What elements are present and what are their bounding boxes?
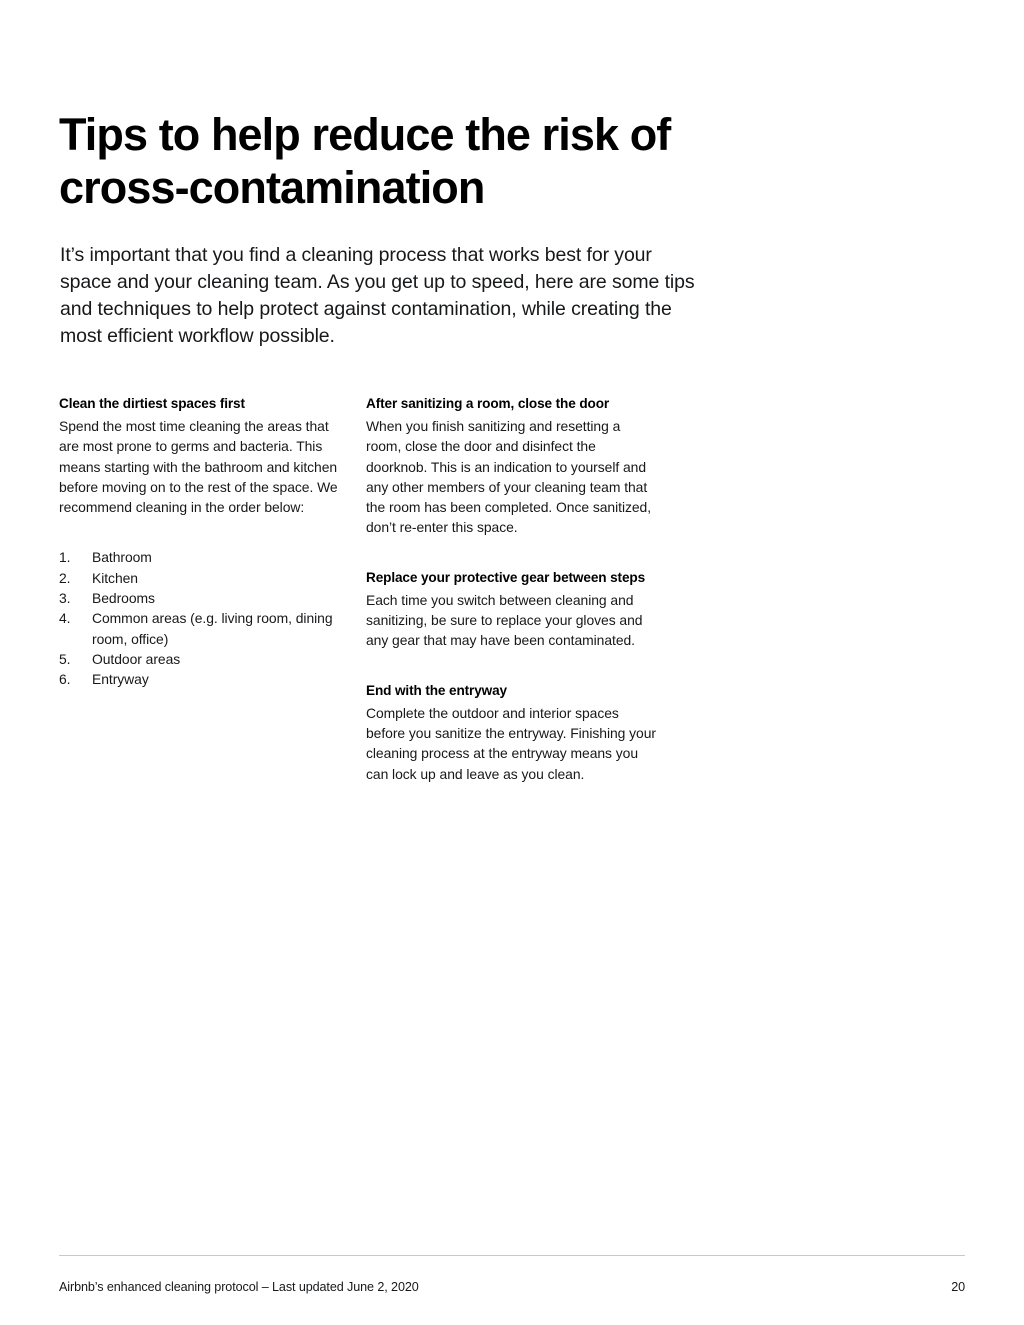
section-heading: End with the entryway (366, 682, 507, 698)
intro-paragraph: It’s important that you find a cleaning process that works best for your space and your cleaning team. As you get up to speed, here are some tips and techniques to help protect against contamination, while creating the most efficient workflow possible. (60, 244, 695, 347)
section-heading: After sanitizing a room, close the door (366, 396, 610, 411)
list-item (59, 568, 347, 588)
list-item-number: 1. (59, 549, 71, 566)
page-footer (59, 1279, 965, 1296)
list-item-label: Outdoor areas (92, 650, 181, 667)
section-after-sanitizing-close-door (366, 394, 658, 538)
footer-divider (59, 1255, 965, 1256)
list-item-number: 5. (59, 650, 71, 667)
cleaning-order-list (59, 547, 347, 689)
section-end-with-entryway (366, 681, 658, 784)
section-heading: Replace your protective gear between steps (366, 569, 646, 585)
list-item-number: 6. (59, 671, 71, 688)
page-title: Tips to help reduce the risk of cross-contamination (59, 109, 671, 213)
list-item (59, 588, 347, 608)
section-body: Complete the outdoor and interior spaces before you sanitize the entryway. Finishing your cleaning process at the entryway means you can lock up and leave as you clean. (366, 704, 656, 782)
section-body: When you finish sanitizing and resetting a room, close the door and disinfect the doorknob. This is an indication to yourself and any other members of your cleaning team that the room has been completed. Once sanitized, don’t re-enter this space. (366, 418, 652, 536)
section-heading: Clean the dirtiest spaces first (59, 396, 245, 411)
section-clean-dirtiest-spaces-first (59, 394, 347, 517)
list-item-label: Common areas (e.g. living room, dining room, office) (92, 610, 333, 647)
list-item-label: Bathroom (92, 549, 152, 566)
list-item-number: 4. (59, 610, 71, 627)
section-body: Each time you switch between cleaning and sanitizing, be sure to replace your gloves and any gear that may have been contaminated. (366, 591, 643, 649)
section-replace-protective-gear (366, 568, 658, 651)
list-item (59, 547, 347, 567)
list-item-label: Kitchen (92, 569, 138, 586)
list-item-label: Entryway (92, 671, 149, 688)
footer-text: Airbnb’s enhanced cleaning protocol – Last updated June 2, 2020 (59, 1280, 419, 1294)
list-item-number: 2. (59, 569, 71, 586)
list-item-label: Bedrooms (92, 590, 155, 607)
footer-page-number: 20 (951, 1280, 965, 1294)
list-item (59, 649, 347, 669)
right-column (366, 394, 658, 784)
left-column (59, 394, 347, 690)
list-item-number: 3. (59, 590, 71, 607)
list-item (59, 669, 347, 689)
section-body: Spend the most time cleaning the areas that are most prone to germs and bacteria. This means starting with the bathroom and kitchen before moving on to the rest of the space. We recommend cleaning in the order below: (59, 418, 338, 516)
list-item (59, 608, 347, 649)
